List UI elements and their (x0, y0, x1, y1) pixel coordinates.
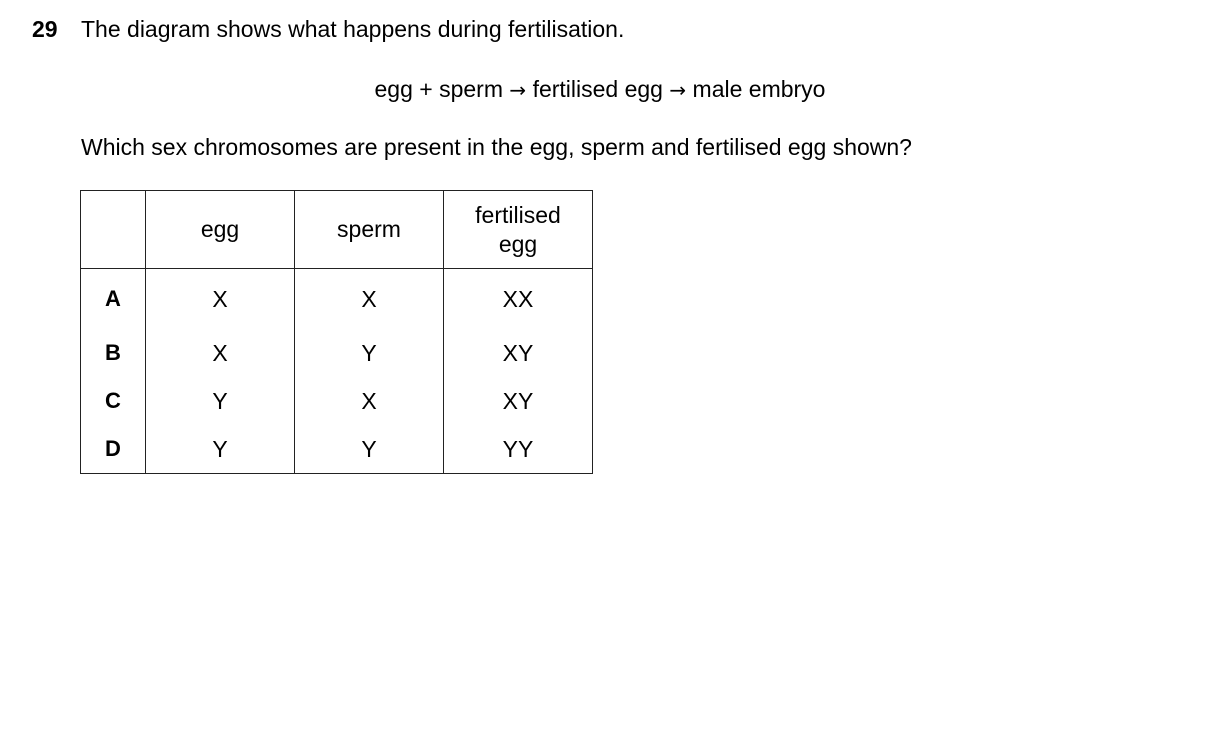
answer-options-table (80, 190, 593, 474)
header-fertilised-line2: egg (498, 230, 538, 257)
egg-chromosome-cell: Y (146, 425, 295, 474)
sperm-chromosome-cell: X (295, 269, 444, 330)
option-letter: A (81, 269, 146, 330)
table-row (81, 269, 593, 330)
question-prompt: Which sex chromosomes are present in the egg, sperm and fertilised egg shown? (81, 134, 912, 160)
table-row (81, 425, 593, 474)
equation-product: male embryo (692, 76, 826, 102)
right-arrow-icon: → (669, 78, 687, 102)
fertilised-egg-chromosome-cell: XY (444, 377, 593, 425)
fertilised-egg-chromosome-cell: XY (444, 329, 593, 377)
sperm-chromosome-cell: X (295, 377, 444, 425)
header-fertilised-line1: fertilised (475, 201, 561, 228)
option-letter: D (81, 425, 146, 474)
egg-chromosome-cell: Y (146, 377, 295, 425)
question-number: 29 (32, 16, 58, 42)
egg-chromosome-cell: X (146, 329, 295, 377)
table-row (81, 329, 593, 377)
equation-intermediate: fertilised egg (532, 76, 663, 102)
table-header-row (81, 191, 593, 269)
option-letter: C (81, 377, 146, 425)
fertilised-egg-chromosome-cell: XX (444, 269, 593, 330)
question-stem: The diagram shows what happens during fertilisation. (81, 16, 625, 42)
fertilisation-equation (0, 75, 1200, 104)
table-row (81, 377, 593, 425)
option-letter: B (81, 329, 146, 377)
header-blank-cell (81, 191, 146, 269)
header-sperm: sperm (295, 191, 444, 269)
header-fertilised-egg (444, 191, 593, 269)
egg-chromosome-cell: X (146, 269, 295, 330)
right-arrow-icon: → (509, 78, 527, 102)
header-egg: egg (146, 191, 295, 269)
equation-reactants: egg + sperm (374, 76, 504, 102)
sperm-chromosome-cell: Y (295, 329, 444, 377)
sperm-chromosome-cell: Y (295, 425, 444, 474)
fertilised-egg-chromosome-cell: YY (444, 425, 593, 474)
